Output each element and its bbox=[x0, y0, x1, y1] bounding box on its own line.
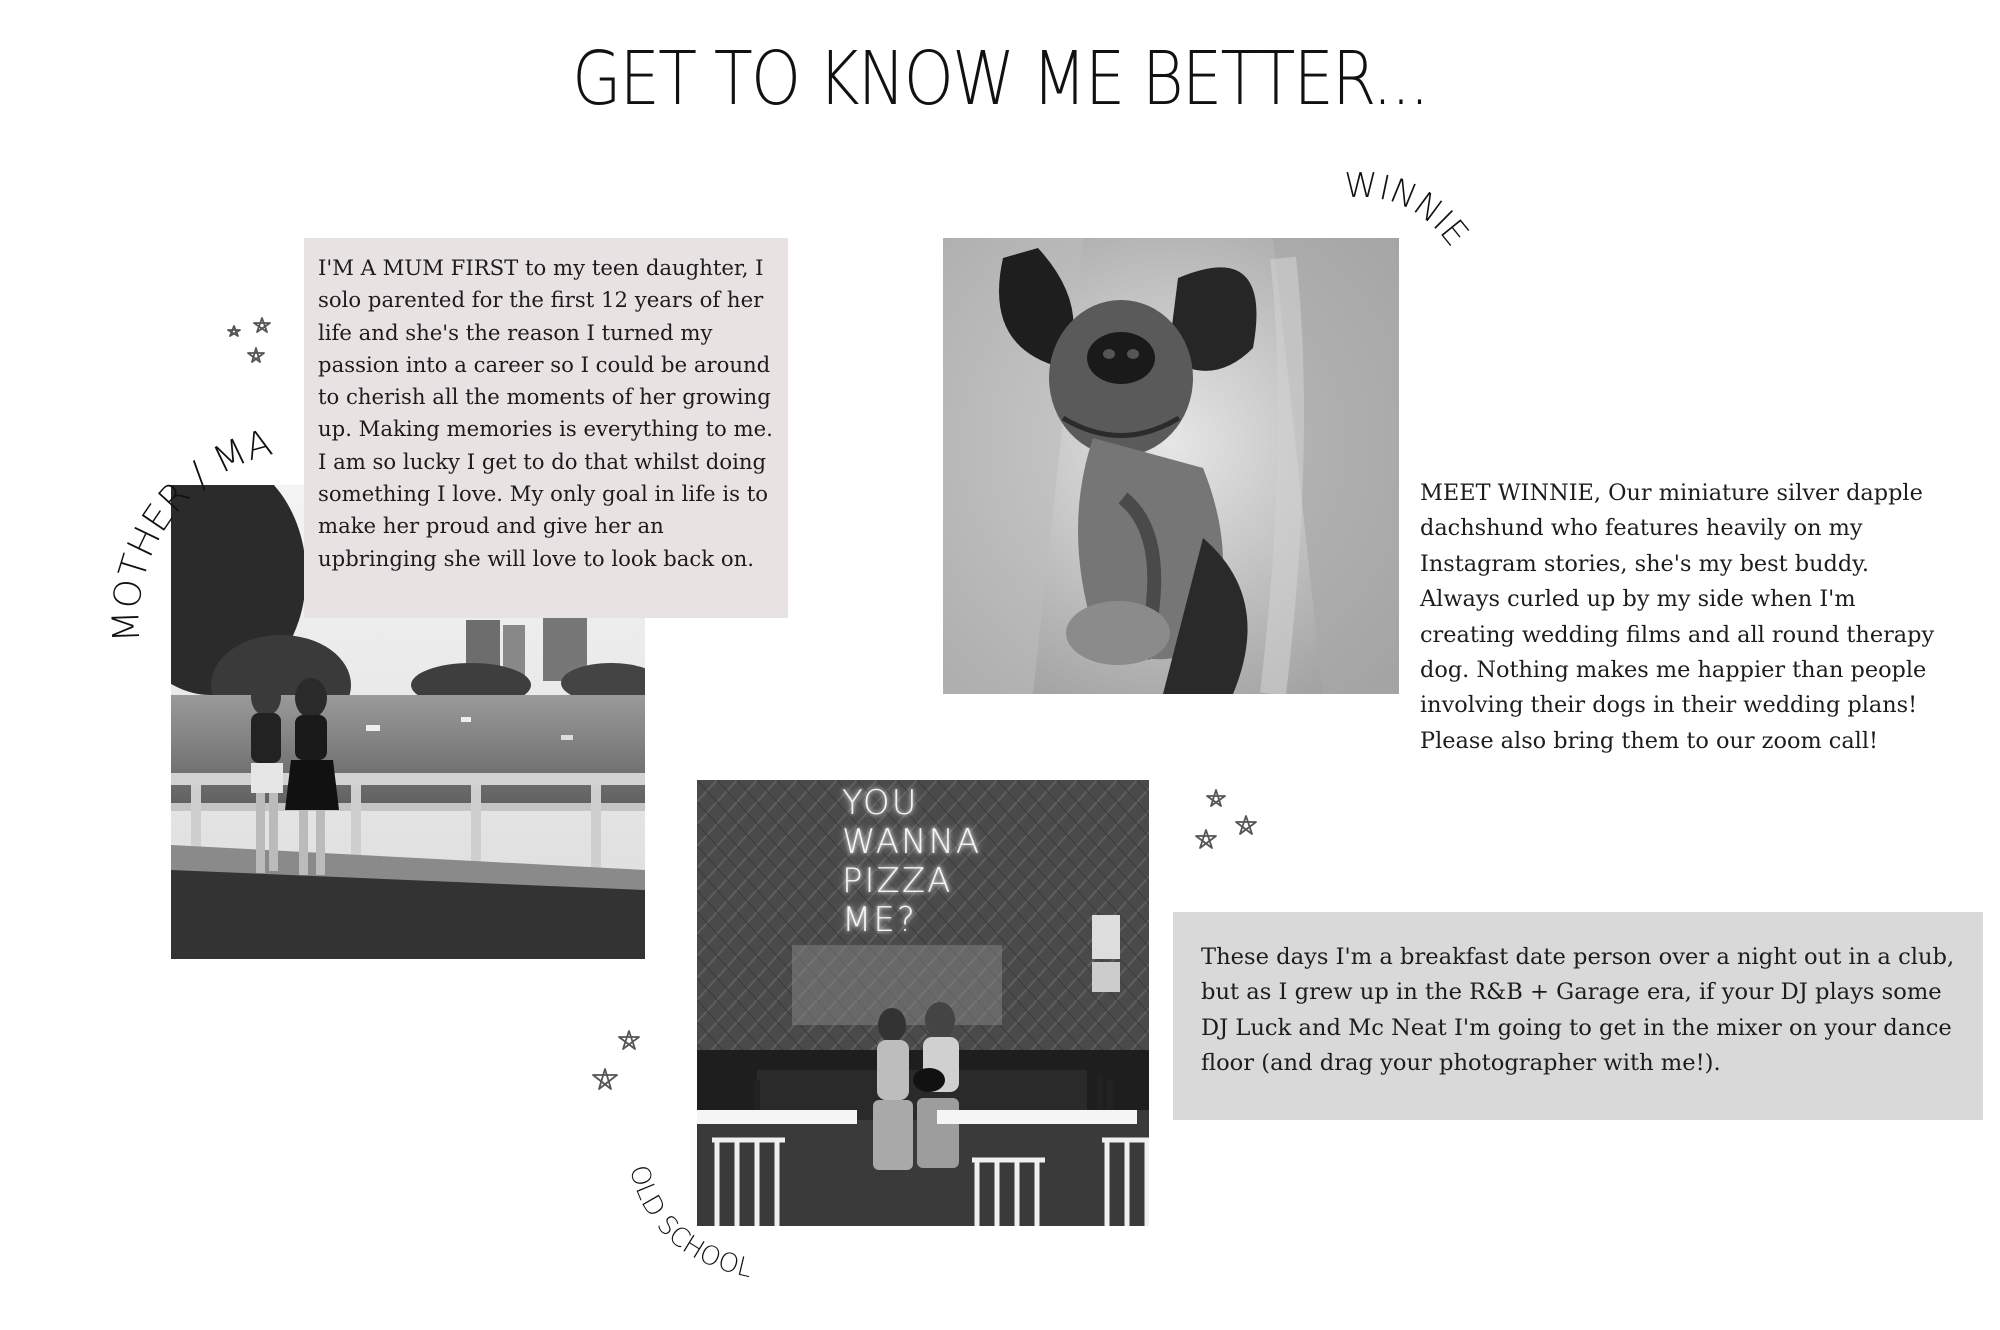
star-icon bbox=[593, 1069, 617, 1089]
mother-mama-label bbox=[74, 346, 330, 660]
winnie-dog-photo bbox=[943, 238, 1399, 694]
star-icon bbox=[1236, 816, 1256, 834]
neon-sign bbox=[842, 780, 981, 940]
star-icon bbox=[1207, 790, 1225, 806]
star-icon bbox=[248, 348, 264, 362]
old-school-label bbox=[622, 1160, 802, 1300]
old-school-text: OLD SCHOOL bbox=[623, 1162, 755, 1285]
star-icon bbox=[228, 326, 240, 336]
dog-image bbox=[943, 238, 1399, 694]
neon-line: WANNA bbox=[842, 822, 982, 862]
mum-text: I'M A MUM FIRST to my teen daughter, I solo parented for the first 12 years of her life and she's the reason I turned my passion into a career so I could be around to cherish all the moments of her growing up. Making memories is everything to me. I am so lucky I get to do that whilst doing something I love. My only goal in life is to make her proud and give her an upbringing she will love to look back on. bbox=[318, 255, 773, 571]
neon-line: ME? bbox=[842, 900, 917, 940]
svg-text:OLD SCHOOL bbox=[623, 1162, 755, 1284]
star-icon bbox=[254, 318, 270, 332]
star-icon bbox=[619, 1031, 639, 1049]
stars-doodle-winnie bbox=[1186, 786, 1266, 866]
party-text: These days I'm a breakfast date person over a night out in a club, but as I grew up in the R&B + Garage era, if your DJ plays some DJ Luck and Mc Neat I'm going to get in the mixer on your dance floor (and drag your photographer with me!). bbox=[1201, 944, 1955, 1077]
svg-text:WINNIE bbox=[1344, 166, 1476, 254]
winnie-text: WINNIE bbox=[1343, 165, 1477, 254]
stars-doodle-old-school bbox=[585, 1025, 655, 1115]
party-text-box bbox=[1173, 912, 1983, 1120]
svg-text:MOTHER / MAMA bbox=[74, 346, 277, 643]
mum-text-box bbox=[304, 238, 788, 618]
stars-doodle-mother bbox=[220, 312, 290, 382]
star-icon bbox=[1196, 830, 1216, 848]
winnie-text-block bbox=[1420, 476, 1940, 759]
page-title: GET TO KNOW ME BETTER... bbox=[572, 36, 1428, 122]
mother-mama-text: MOTHER / MAMA bbox=[74, 346, 277, 644]
neon-line: YOU bbox=[842, 783, 919, 823]
winnie-text: MEET WINNIE, Our miniature silver dapple dachshund who features heavily on my Instagram stories, she's my best buddy. Always curled up by my side when I'm creating wedding films and all round therapy dog. Nothing makes me happier than people involving their dogs in their wedding plans! Please also bring them to our zoom call! bbox=[1420, 480, 1935, 754]
winnie-label bbox=[1340, 165, 1490, 280]
neon-line: PIZZA bbox=[842, 861, 953, 901]
